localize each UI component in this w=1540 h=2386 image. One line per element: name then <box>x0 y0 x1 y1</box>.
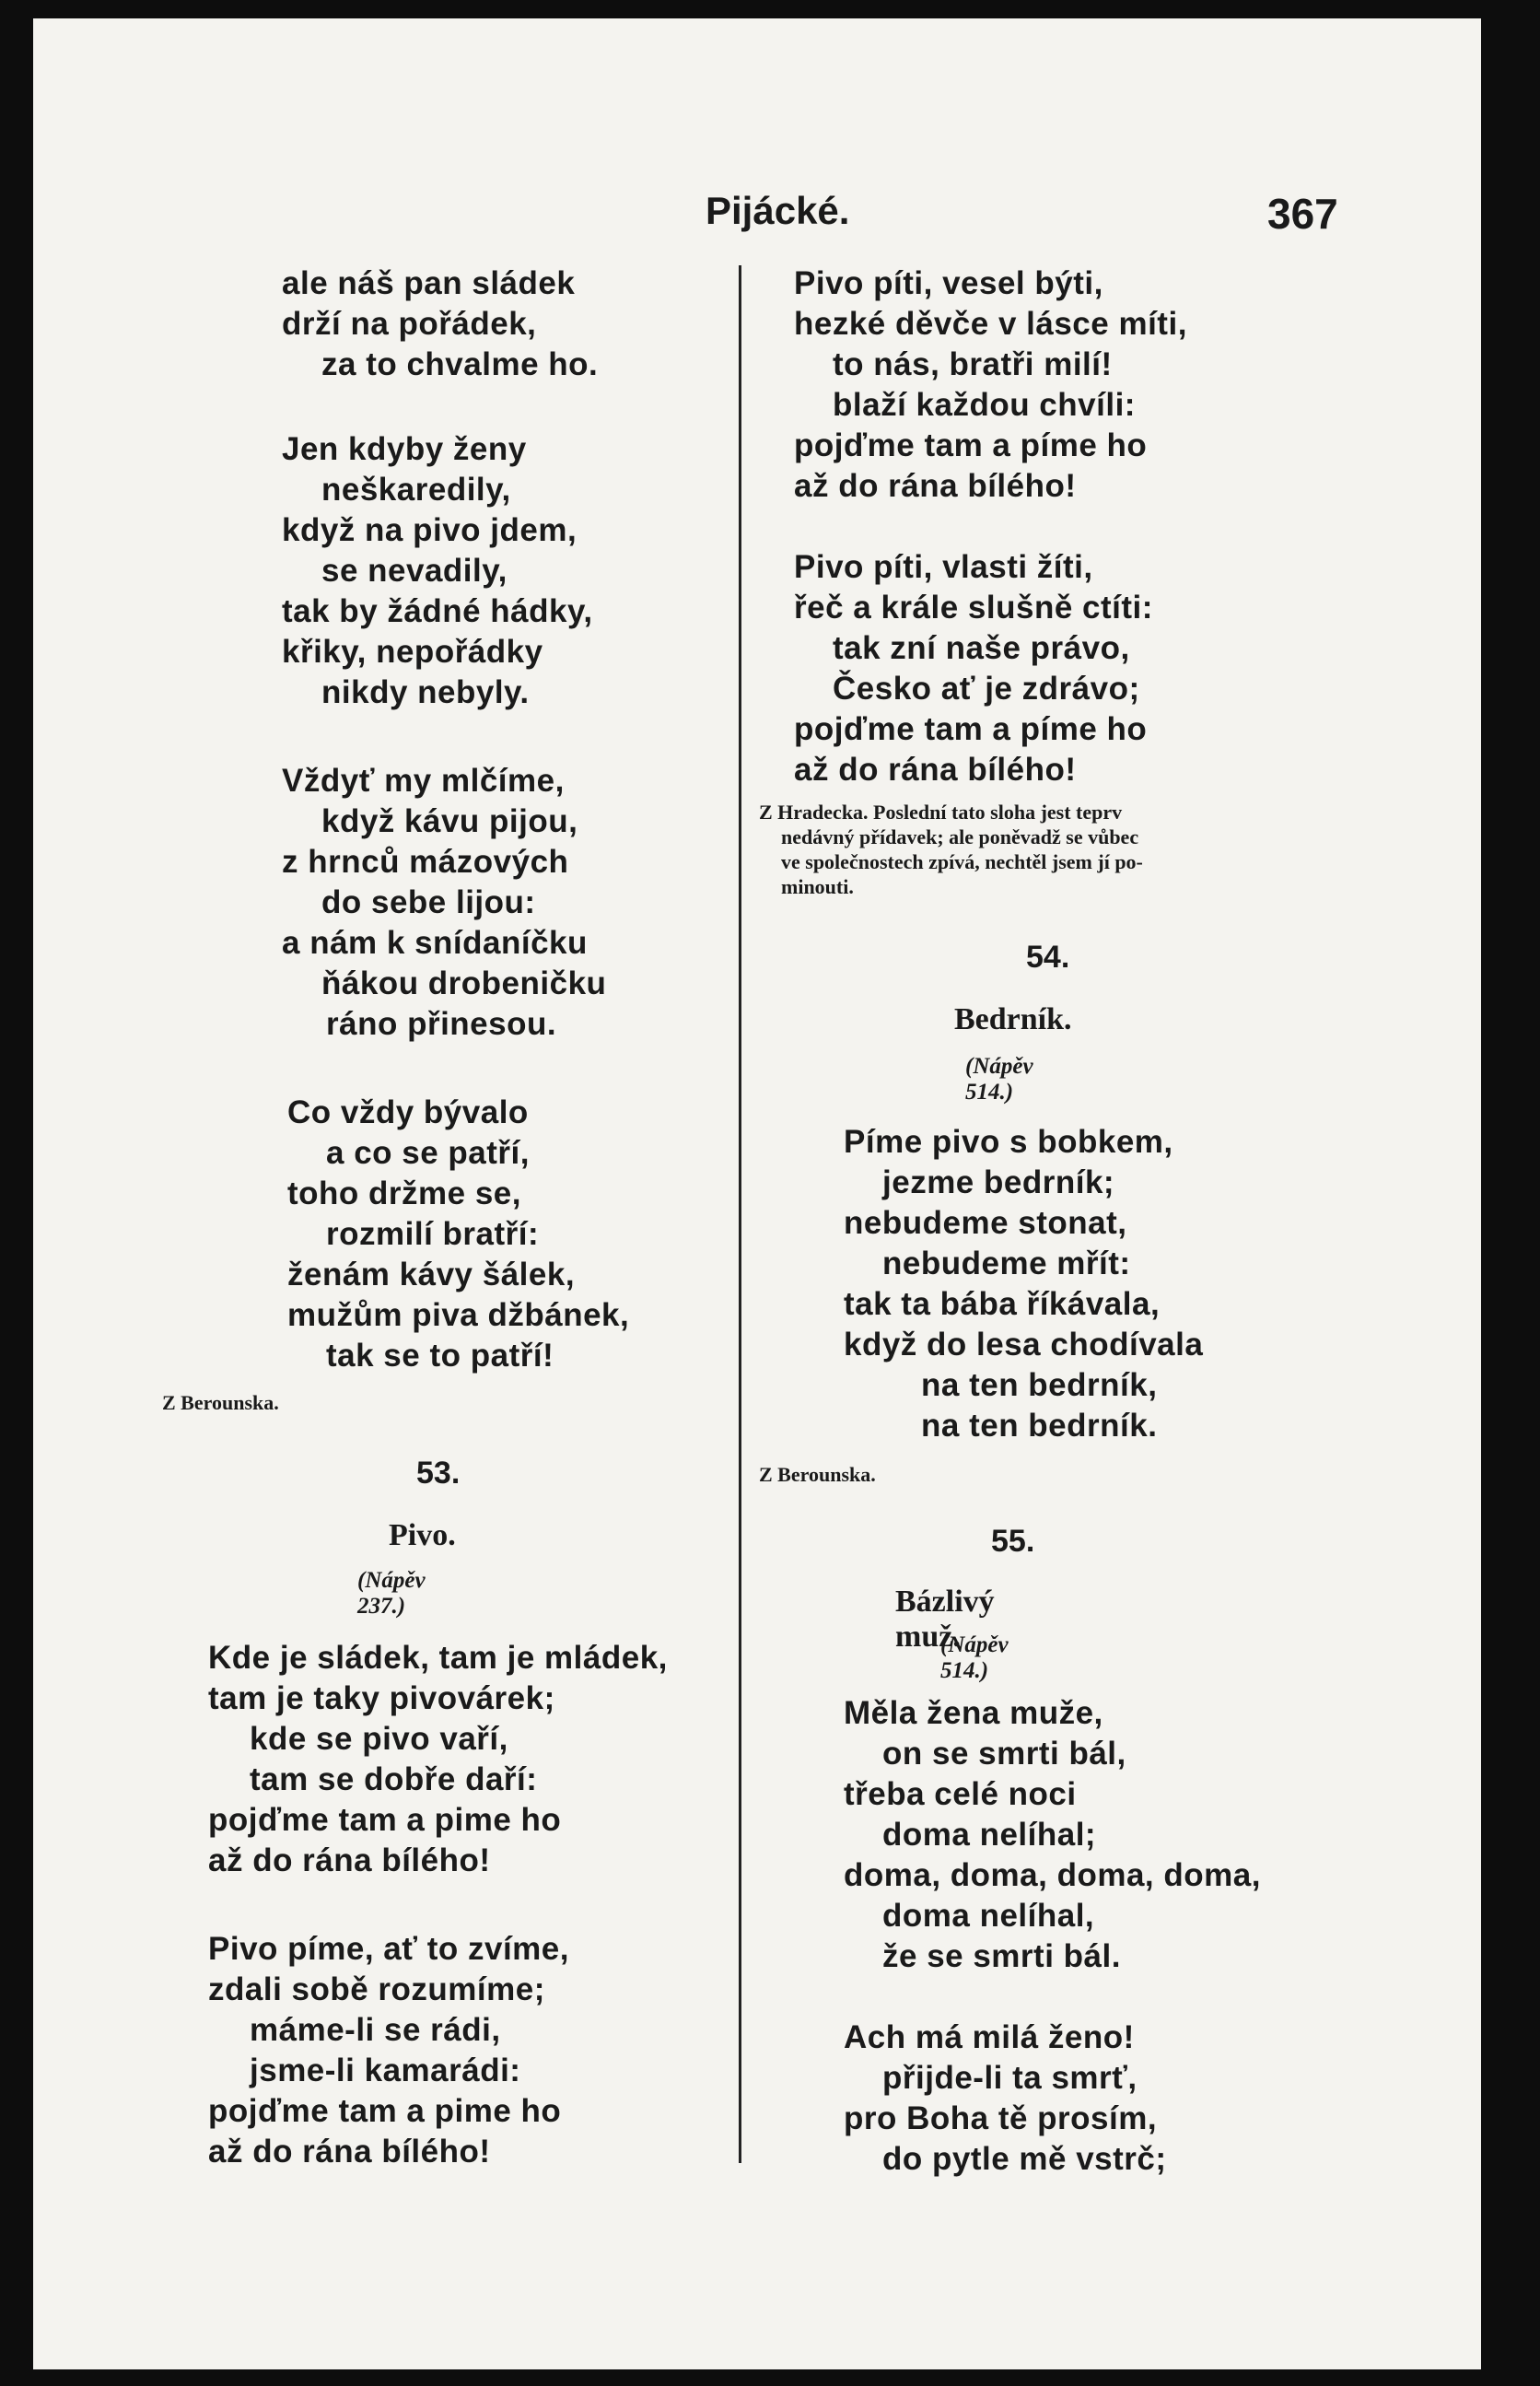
verse-line: nikdy nebyly. <box>321 674 530 710</box>
verse-line: pojďme tam a píme ho <box>794 711 1148 747</box>
verse-line: doma, doma, doma, doma, <box>844 1857 1261 1893</box>
verse-line: to nás, bratři milí! <box>833 346 1113 382</box>
verse-line: když do lesa chodívala <box>844 1327 1204 1363</box>
verse-line: nebudeme mřít: <box>882 1246 1131 1281</box>
song-title: Bázlivý muž. <box>895 1585 995 1654</box>
verse-line: hezké děvče v lásce míti, <box>794 306 1187 342</box>
verse-line: tak se to patří! <box>326 1338 554 1374</box>
verse-line: Měla žena muže, <box>844 1695 1103 1731</box>
verse-line: třeba celé noci <box>844 1776 1077 1812</box>
verse-line: na ten bedrník, <box>921 1367 1158 1403</box>
verse-line: drží na pořádek, <box>282 306 537 342</box>
verse-line: pojďme tam a pime ho <box>208 1802 562 1838</box>
verse-line: tak ta bába říkávala, <box>844 1286 1161 1322</box>
verse-line: tam se dobře daří: <box>250 1761 538 1797</box>
verse-line: když na pivo jdem, <box>282 512 578 548</box>
verse-line: z hrnců mázových <box>282 844 569 880</box>
song-number: 54. <box>1026 940 1070 975</box>
verse-line: Ach má milá ženo! <box>844 2019 1135 2055</box>
verse-line: až do rána bílého! <box>794 468 1077 504</box>
song-title: Bedrník. <box>954 1002 1072 1036</box>
verse-line: do pytle mě vstrč; <box>882 2141 1167 2177</box>
verse-line: máme-li se rádi, <box>250 2012 501 2048</box>
song-title: Pivo. <box>389 1518 456 1552</box>
tune-reference: (Nápěv 237.) <box>357 1568 426 1619</box>
verse-line: pojďme tam a píme ho <box>794 427 1148 463</box>
verse-line: Pivo píti, vesel býti, <box>794 265 1103 301</box>
verse-line: kde se pivo vaří, <box>250 1721 508 1757</box>
verse-line: rozmilí bratří: <box>326 1216 540 1252</box>
verse-line: toho držme se, <box>287 1175 521 1211</box>
verse-line: Jen kdyby ženy <box>282 431 527 467</box>
verse-line: tak by žádné hádky, <box>282 593 593 629</box>
verse-line: křiky, nepořádky <box>282 634 543 670</box>
verse-line: ale náš pan sládek <box>282 265 576 301</box>
verse-line: Píme pivo s bobkem, <box>844 1124 1173 1160</box>
verse-line: pro Boha tě prosím, <box>844 2100 1158 2136</box>
footnote-line: nedávný přídavek; ale poněvadž se vůbec <box>781 825 1139 848</box>
verse-line: zdali sobě rozumíme; <box>208 1971 545 2007</box>
footnote-line: minouti. <box>781 875 854 898</box>
verse-line: nebudeme stonat, <box>844 1205 1127 1241</box>
verse-line: doma nelíhal; <box>882 1817 1097 1853</box>
song-number: 55. <box>991 1524 1035 1559</box>
page-number: 367 <box>1267 190 1338 238</box>
verse-line: a co se patří, <box>326 1135 530 1171</box>
verse-line: na ten bedrník. <box>921 1408 1158 1444</box>
verse-line: až do rána bílého! <box>794 752 1077 788</box>
verse-line: doma nelíhal, <box>882 1898 1095 1934</box>
verse-line: když kávu pijou, <box>321 803 578 839</box>
verse-line: pojďme tam a pime ho <box>208 2093 562 2129</box>
verse-line: Pivo píti, vlasti žíti, <box>794 549 1093 585</box>
tune-reference: (Nápěv 514.) <box>940 1632 1009 1683</box>
verse-line: neškaredily, <box>321 472 511 508</box>
verse-line: blaží každou chvíli: <box>833 387 1136 423</box>
verse-line: jsme-li kamarádi: <box>250 2053 521 2088</box>
verse-line: Pivo píme, ať to zvíme, <box>208 1931 569 1967</box>
footnote-line: Z Hradecka. Poslední tato sloha jest teprv <box>759 801 1123 824</box>
verse-line: tam je taky pivovárek; <box>208 1680 555 1716</box>
column-divider <box>739 265 741 2163</box>
verse-line: se nevadily, <box>321 553 508 589</box>
verse-line: ráno přinesou. <box>326 1006 557 1042</box>
origin-note: Z Berounska. <box>162 1391 279 1414</box>
verse-line: že se smrti bál. <box>882 1938 1121 1974</box>
footnote-line: ve společnostech zpívá, nechtěl jsem jí po- <box>781 850 1143 873</box>
verse-line: Co vždy bývalo <box>287 1094 529 1130</box>
verse-line: přijde-li ta smrť, <box>882 2060 1138 2096</box>
verse-line: ženám kávy šálek, <box>287 1257 576 1292</box>
verse-line: Česko ať je zdrávo; <box>833 671 1140 707</box>
verse-line: on se smrti bál, <box>882 1736 1126 1772</box>
verse-line: Vždyť my mlčíme, <box>282 763 565 799</box>
running-head: Pijácké. <box>706 189 850 232</box>
origin-note: Z Berounska. <box>759 1463 876 1486</box>
verse-line: a nám k snídaníčku <box>282 925 588 961</box>
verse-line: až do rána bílého! <box>208 2134 491 2170</box>
song-number: 53. <box>416 1456 461 1491</box>
verse-line: řeč a krále slušně ctíti: <box>794 590 1153 626</box>
book-page <box>33 18 1481 2369</box>
verse-line: Kde je sládek, tam je mládek, <box>208 1640 668 1676</box>
verse-line: až do rána bílého! <box>208 1842 491 1878</box>
verse-line: mužům piva džbánek, <box>287 1297 630 1333</box>
verse-line: do sebe lijou: <box>321 884 536 920</box>
verse-line: ňákou drobeničku <box>321 965 607 1001</box>
verse-line: jezme bedrník; <box>882 1164 1115 1200</box>
tune-reference: (Nápěv 514.) <box>965 1054 1033 1105</box>
verse-line: tak zní naše právo, <box>833 630 1130 666</box>
verse-line: za to chvalme ho. <box>321 346 599 382</box>
